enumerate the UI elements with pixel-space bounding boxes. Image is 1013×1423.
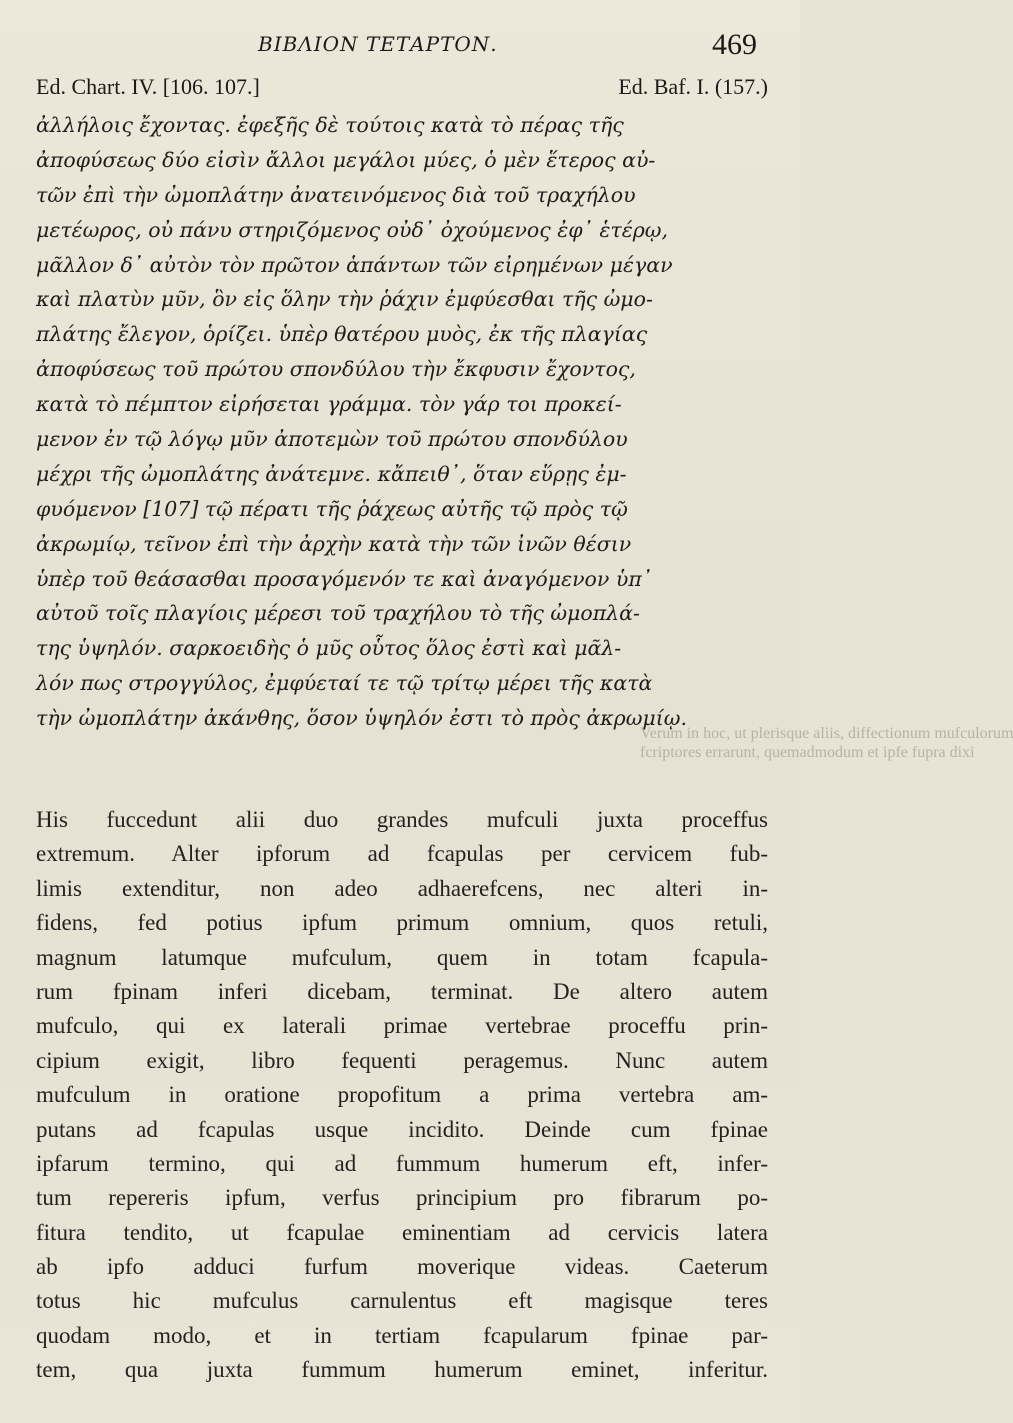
greek-line: καὶ πλατὺν μῦν, ὃν εἰς ὅλην τὴν ῥάχιν ἐμφύεσθαι τῆς ὠμο- [36, 287, 653, 312]
latin-line: limis extenditur, non adeo adhaerefcens, nec alteri in- [36, 875, 768, 901]
book-title: ΒΙΒΛΙΟΝ ΤΕΤΑΡΤΟΝ. [258, 32, 498, 56]
greek-line: λόν πως στρογγύλος, ἐμφύεταί τε τῷ τρίτῳ μέρει τῆς κατὰ [36, 671, 653, 696]
latin-line: magnum latumque mufculum, quem in totam fcapula- [36, 944, 768, 970]
latin-line: His fuccedunt alii duo grandes mufculi juxta proceffus [36, 807, 768, 832]
latin-line: ab ipfo adduci furfum moverique videas. Caeterum [36, 1254, 768, 1280]
latin-line: ipfarum termino, qui ad fummum humerum eft, infer- [36, 1150, 768, 1176]
greek-line: ὑπὲρ τοῦ θεάσασθαι προσαγόμενόν τε καὶ ἀναγόμενον ὑπ᾽ [36, 566, 653, 591]
greek-line: μᾶλλον δ᾽ αὐτὸν τὸν πρῶτον ἁπάντων τῶν εἰρημένων μέγαν [36, 252, 673, 277]
latin-line: mufculum in oratione propofitum a prima vertebra am- [36, 1082, 768, 1108]
edition-basel: Ed. Baf. I. (157.) [618, 74, 768, 99]
greek-line: φυόμενον [107] τῷ πέρατι τῆς ῥάχεως αὐτῆς τῷ πρὸς τῷ [36, 496, 628, 521]
latin-line: fitura tendito, ut fcapulae eminentiam ad cervicis latera [36, 1219, 768, 1245]
latin-text-block [36, 803, 768, 1388]
greek-text-block [36, 108, 766, 736]
greek-line: ἀκρωμίῳ, τεῖνον ἐπὶ τὴν ἀρχὴν κατὰ τὴν τῶν ἰνῶν θέσιν [36, 531, 632, 556]
running-head [0, 28, 800, 64]
latin-line: tum repereris ipfum, verfus principium pro fibrarum po- [36, 1185, 768, 1211]
latin-line: tem, qua juxta fummum humerum eminet, inferitur. [36, 1357, 768, 1383]
greek-line: μενον ἐν τῷ λόγῳ μῦν ἀποτεμὼν τοῦ πρώτου σπονδύλου [36, 427, 628, 452]
latin-line: quodam modo, et in tertiam fcapularum fpinae par- [36, 1322, 768, 1348]
edition-references [36, 74, 768, 106]
latin-line: putans ad fcapulas usque incidito. Deinde cum fpinae [36, 1116, 768, 1142]
greek-line: της ὑψηλόν. σαρκοειδὴς ὁ μῦς οὗτος ὅλος ἐστὶ καὶ μᾶλ- [36, 636, 622, 661]
latin-line: rum fpinam inferi dicebam, terminat. De altero autem [36, 978, 768, 1004]
greek-line: τὴν ὠμοπλάτην ἀκάνθης, ὅσον ὑψηλόν ἐστι τὸ πρὸς ἀκρωμίῳ. [36, 706, 688, 731]
greek-line: μέχρι τῆς ὠμοπλάτης ἀνάτεμνε. κἄπειθ᾽, ὅταν εὕρῃς ἐμ- [36, 461, 627, 486]
bleed-line: fcriptores errarunt, quemadmodum et ipfe fupra dixi [640, 744, 975, 761]
latin-line: cipium exigit, libro fequenti peragemus. Nunc autem [36, 1047, 768, 1073]
greek-line: ἀποφύσεως τοῦ πρώτου σπονδύλου τὴν ἔκφυσιν ἔχοντος, [36, 357, 636, 382]
greek-line: πλάτης ἔλεγον, ὁρίζει. ὑπὲρ θατέρου μυὸς, ἐκ τῆς πλαγίας [36, 322, 648, 347]
greek-line: τῶν ἐπὶ τὴν ὠμοπλάτην ἀνατεινόμενος διὰ τοῦ τραχήλου [36, 182, 636, 207]
page-number: 469 [712, 28, 757, 61]
greek-line: ἀποφύσεως δύο εἰσὶν ἄλλοι μεγάλοι μύες, ὁ μὲν ἕτερος αὐ- [36, 147, 656, 172]
edition-chartier: Ed. Chart. IV. [106. 107.] [36, 74, 260, 99]
greek-line: μετέωρος, οὐ πάνυ στηριζόμενος οὐδ᾽ ὀχούμενος ἐφ᾽ ἑτέρῳ, [36, 217, 669, 242]
latin-line: mufculo, qui ex laterali primae vertebrae proceffu prin- [36, 1013, 768, 1039]
greek-line: ἀλλήλοις ἔχοντας. ἐφεξῆς δὲ τούτοις κατὰ τὸ πέρας τῆς [36, 113, 624, 137]
latin-line: totus hic mufculus carnulentus eft magisque teres [36, 1288, 768, 1314]
bleed-line: Verum in hoc, ut plerisque aliis, diffectionum mufculorum [640, 725, 1013, 742]
greek-line: κατὰ τὸ πέμπτον εἰρήσεται γράμμα. τὸν γάρ τοι προκεί- [36, 392, 622, 417]
greek-line: αὐτοῦ τοῖς πλαγίοις μέρεσι τοῦ τραχήλου τὸ τῆς ὠμοπλά- [36, 601, 640, 626]
latin-line: extremum. Alter ipforum ad fcapulas per cervicem fub- [36, 841, 768, 867]
latin-line: fidens, fed potius ipfum primum omnium, quos retuli, [36, 910, 768, 936]
